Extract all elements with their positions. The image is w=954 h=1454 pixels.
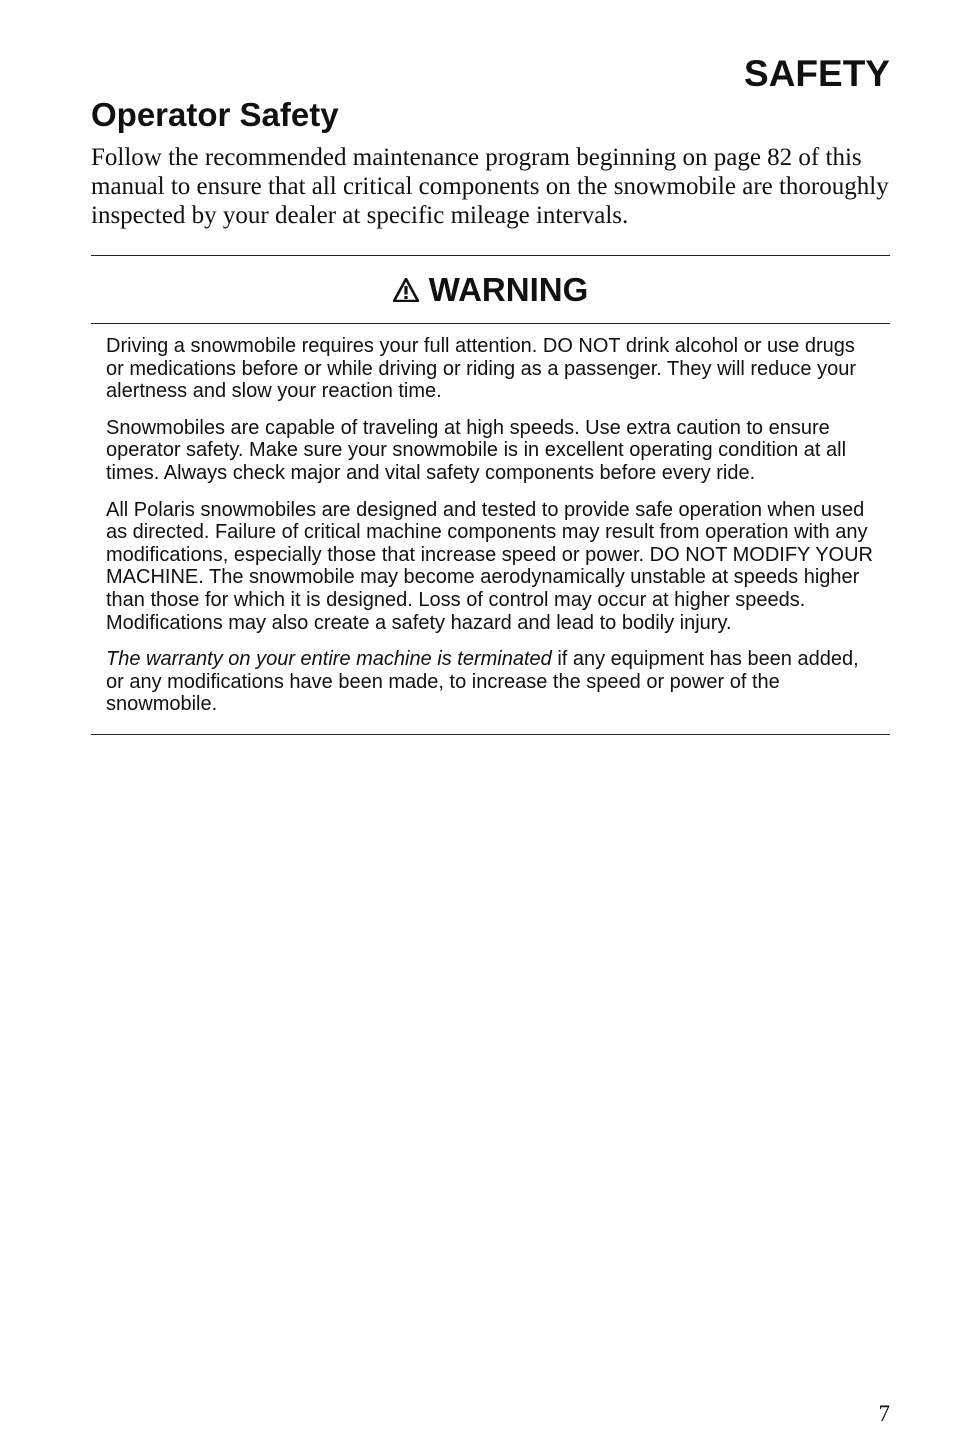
warning-triangle-icon <box>393 278 419 302</box>
warning-paragraph-attention: Driving a snowmobile requires your full attention. DO NOT drink alcohol or use drugs or medications before or while driving or riding as a passenger. They will reduce your alertness and slow your reaction time. <box>106 335 857 403</box>
section-title: SAFETY <box>744 53 890 94</box>
warning-paragraph-warranty <box>106 648 876 716</box>
warning-body <box>91 324 890 734</box>
page-heading: Operator Safety <box>91 96 339 133</box>
warranty-rest-text: if any equipment has been added, or any modifications have been made, to increase the speed or power of the snowmobile. <box>106 648 859 716</box>
warning-paragraph-speed: Snowmobiles are capable of traveling at high speeds. Use extra caution to ensure operator safety. Make sure your snowmobile is in excellent operating condition at all times. Always check major and vital safety components before every ride. <box>106 416 847 484</box>
intro-paragraph: Follow the recommended maintenance program beginning on page 82 of this manual to ensure that all critical components on the snowmobile are thoroughly inspected by your dealer at specific mileage intervals. <box>91 144 889 229</box>
warning-paragraph-modifications: All Polaris snowmobiles are designed and tested to provide safe operation when used as directed. Failure of critical machine components may result from operation with any modifications, especially those that increase speed or power. DO NOT MODIFY YOUR MACHINE. The snowmobile may become aerodynamically unstable at speeds higher than those for which it is designed. Loss of control may occur at higher speeds. Modifications may also create a safety hazard and lead to bodily injury. <box>106 498 873 634</box>
warning-box <box>91 255 890 735</box>
warranty-italic-text: The warranty on your entire machine is terminated <box>106 648 552 671</box>
warning-header <box>91 256 890 324</box>
page-number: 7 <box>878 1401 890 1426</box>
warning-title: WARNING <box>428 270 589 308</box>
